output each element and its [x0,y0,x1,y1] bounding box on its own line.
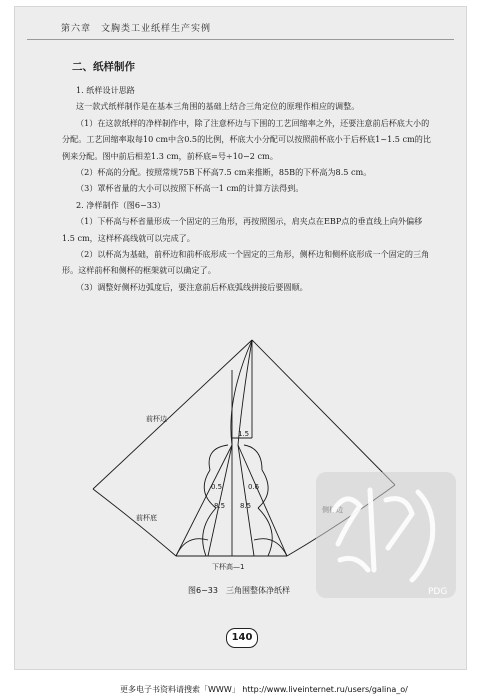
paragraph: （1）下杯高与杯省量形成一个固定的三角形，再按照图示，肩夹点在EBP点的垂直线上向外偏移1.5 cm，这样杯高线就可以完成了。 [62,216,423,243]
lower-cup-height-label: 下杯高—1 [212,563,245,571]
footer-text[interactable]: 更多电子书资料请搜索「WWW」 http://www.liveinternet.ru/users/galina_o/ [120,685,408,694]
paragraph: （3）调整好侧杯边弧度后，要注意前后杯底弧线拼接后要圆顺。 [76,281,308,292]
front-edge-label: 前杯边 [146,415,167,423]
paragraph: （3）罩杯省量的大小可以按照下杯高一1 cm的计算方法得到。 [76,183,304,194]
paragraph: （2）杯高的分配。按照常规75B下杯高7.5 cm来推断，85B的下杯高为8.5 cm。 [76,167,372,178]
left-height-label: 8.5 [214,502,226,510]
page-header [27,13,454,40]
section-title: 二、纸样制作 [72,61,135,73]
paragraph: 2. 净样制作（图6−33） [76,199,166,210]
main-content [62,58,434,295]
paragraph: 这一款式纸样制作是在基本三角围的基础上结合三角定位的原理作相应的调整。 [76,101,360,112]
paragraph: （1）在这款纸样的净样制作中，除了注意杯边与下围的工艺回缩率之外，还要注意前后杯底大小的分配。工艺回缩率取每10 cm中含0.5的比例，杯底大小分配可以按照前杯底小于后杯底1~1.5 cm的比例来分配。图中前后相差1.3 cm，前杯底=号÷10−2 cm。 [62,117,431,161]
right-height-label: 8.5 [240,502,252,510]
figure-caption: 图6−33 三角围整体净纸样 [188,586,290,595]
left-dart-label: 0.5 [211,483,223,491]
chapter-title: 第六章 文胸类工业纸样生产实例 [61,24,212,34]
right-dart-label: 0.6 [248,483,260,491]
offset-label: 1.5 [238,430,250,438]
watermark-text: PDG [428,587,448,597]
pdg-watermark [316,470,456,600]
paragraph: 1. 纸样设计思路 [76,85,135,95]
front-bottom-label: 前杯底 [136,514,157,522]
paragraph: （2）以杯高为基础，前杯边和前杯底形成一个固定的三角形，侧杯边和侧杯底形成一个固定的三角形。这样前杯和侧杯的框架就可以确定了。 [62,249,430,276]
page-number: 140 [226,628,258,648]
